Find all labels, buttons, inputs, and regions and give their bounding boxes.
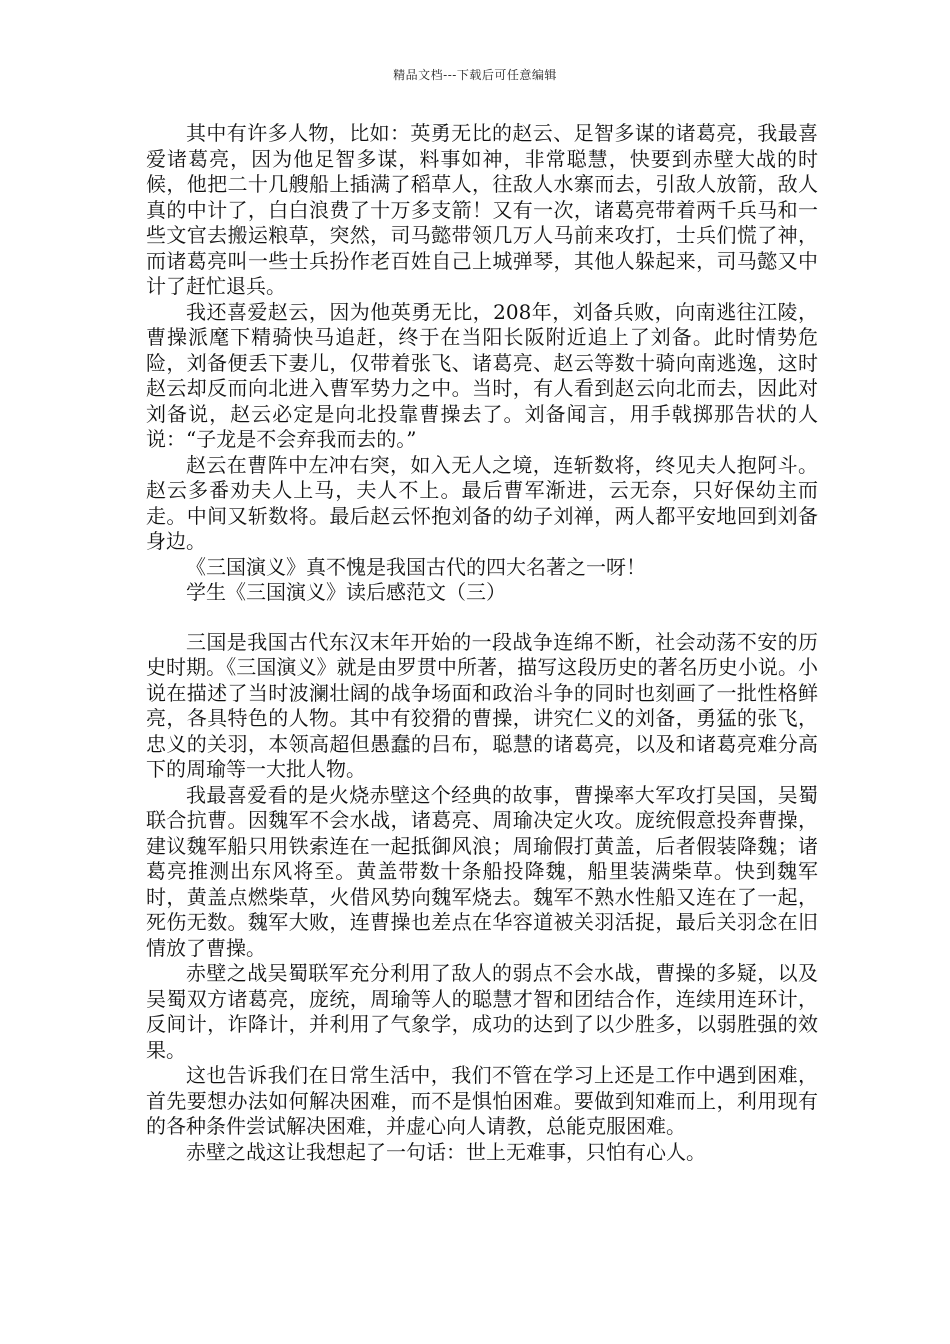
paragraph: 这也告诉我们在日常生活中，我们不管在学习上还是工作中遇到困难，首先要想办法如何解决困难，而不是惧怕困难。要做到知难而上，利用现有的各种条件尝试解决困难，并虚心向人请教，总能克服困难。 [146,1063,818,1138]
paragraph: 赵云在曹阵中左冲右突，如入无人之境，连斩数将，终见夫人抱阿斗。赵云多番劝夫人上马，夫人不上。最后曹军渐进，云无奈，只好保幼主而走。中间又斩数将。最后赵云怀抱刘备的幼子刘禅，两人都平安地回到刘备身边。 [146,452,818,553]
paragraph: 我最喜爱看的是火烧赤壁这个经典的故事，曹操率大军攻打吴国，吴蜀联合抗曹。因魏军不会水战，诸葛亮、周瑜决定火攻。庞统假意投奔曹操，建议魏军船只用铁索连在一起抵御风浪；周瑜假打黄盖，后者假装降魏；诸葛亮推测出东风将至。黄盖带数十条船投降魏，船里装满柴草。快到魏军时，黄盖点燃柴草，火借风势向魏军烧去。魏军不熟水性船又连在了一起，死伤无数。魏军大败，连曹操也差点在华容道被关羽活捉，最后关羽念在旧情放了曹操。 [146,782,818,960]
paragraph: 我还喜爱赵云，因为他英勇无比，208年，刘备兵败，向南逃往江陵，曹操派麾下精骑快马追赶，终于在当阳长阪附近追上了刘备。此时情势危险，刘备便丢下妻儿，仅带着张飞、诸葛亮、赵云等数十骑向南逃逸，这时赵云却反而向北进入曹军势力之中。当时，有人看到赵云向北而去，因此对刘备说，赵云必定是向北投靠曹操去了。刘备闻言，用手戟掷那告状的人说：“子龙是不会弃我而去的。” [146,299,818,451]
paragraph: 其中有许多人物，比如：英勇无比的赵云、足智多谋的诸葛亮，我最喜爱诸葛亮，因为他足智多谋，料事如神，非常聪慧，快要到赤壁大战的时候，他把二十几艘船上插满了稻草人，往敌人水寨而去，引敌人放箭，敌人真的中计了，白白浪费了十万多支箭！又有一次，诸葛亮带着两千兵马和一些文官去搬运粮草，突然，司马懿带领几万人马前来攻打，士兵们慌了神，而诸葛亮叫一些士兵扮作老百姓自己上城弹琴，其他人躲起来，司马懿又中计了赶忙退兵。 [146,121,818,298]
document-body [146,121,818,1165]
page-header: 精品文档---下载后可任意编辑 [393,68,557,82]
paragraph: 赤壁之战吴蜀联军充分利用了敌人的弱点不会水战，曹操的多疑，以及吴蜀双方诸葛亮，庞统，周瑜等人的聪慧才智和团结合作，连续用连环计，反间计，诈降计，并利用了气象学，成功的达到了以少胜多，以弱胜强的效果。 [146,961,818,1062]
paragraph: 赤壁之战这让我想起了一句话：世上无难事，只怕有心人。 [186,1139,706,1164]
paragraph: 三国是我国古代东汉末年开始的一段战争连绵不断，社会动荡不安的历史时期。《三国演义》就是由罗贯中所著，描写这段历史的著名历史小说。小说在描述了当时波澜壮阔的战争场面和政治斗争的同时也刻画了一批性格鲜亮，各具特色的人物。其中有狡猾的曹操，讲究仁义的刘备，勇猛的张飞，忠义的关羽，本领高超但愚蠢的吕布，聪慧的诸葛亮，以及和诸葛亮难分高下的周瑜等一大批人物。 [146,629,818,781]
paragraph: 《三国演义》真不愧是我国古代的四大名著之一呀！ [186,554,646,579]
section-heading: 学生《三国演义》读后感范文（三） [186,580,506,604]
